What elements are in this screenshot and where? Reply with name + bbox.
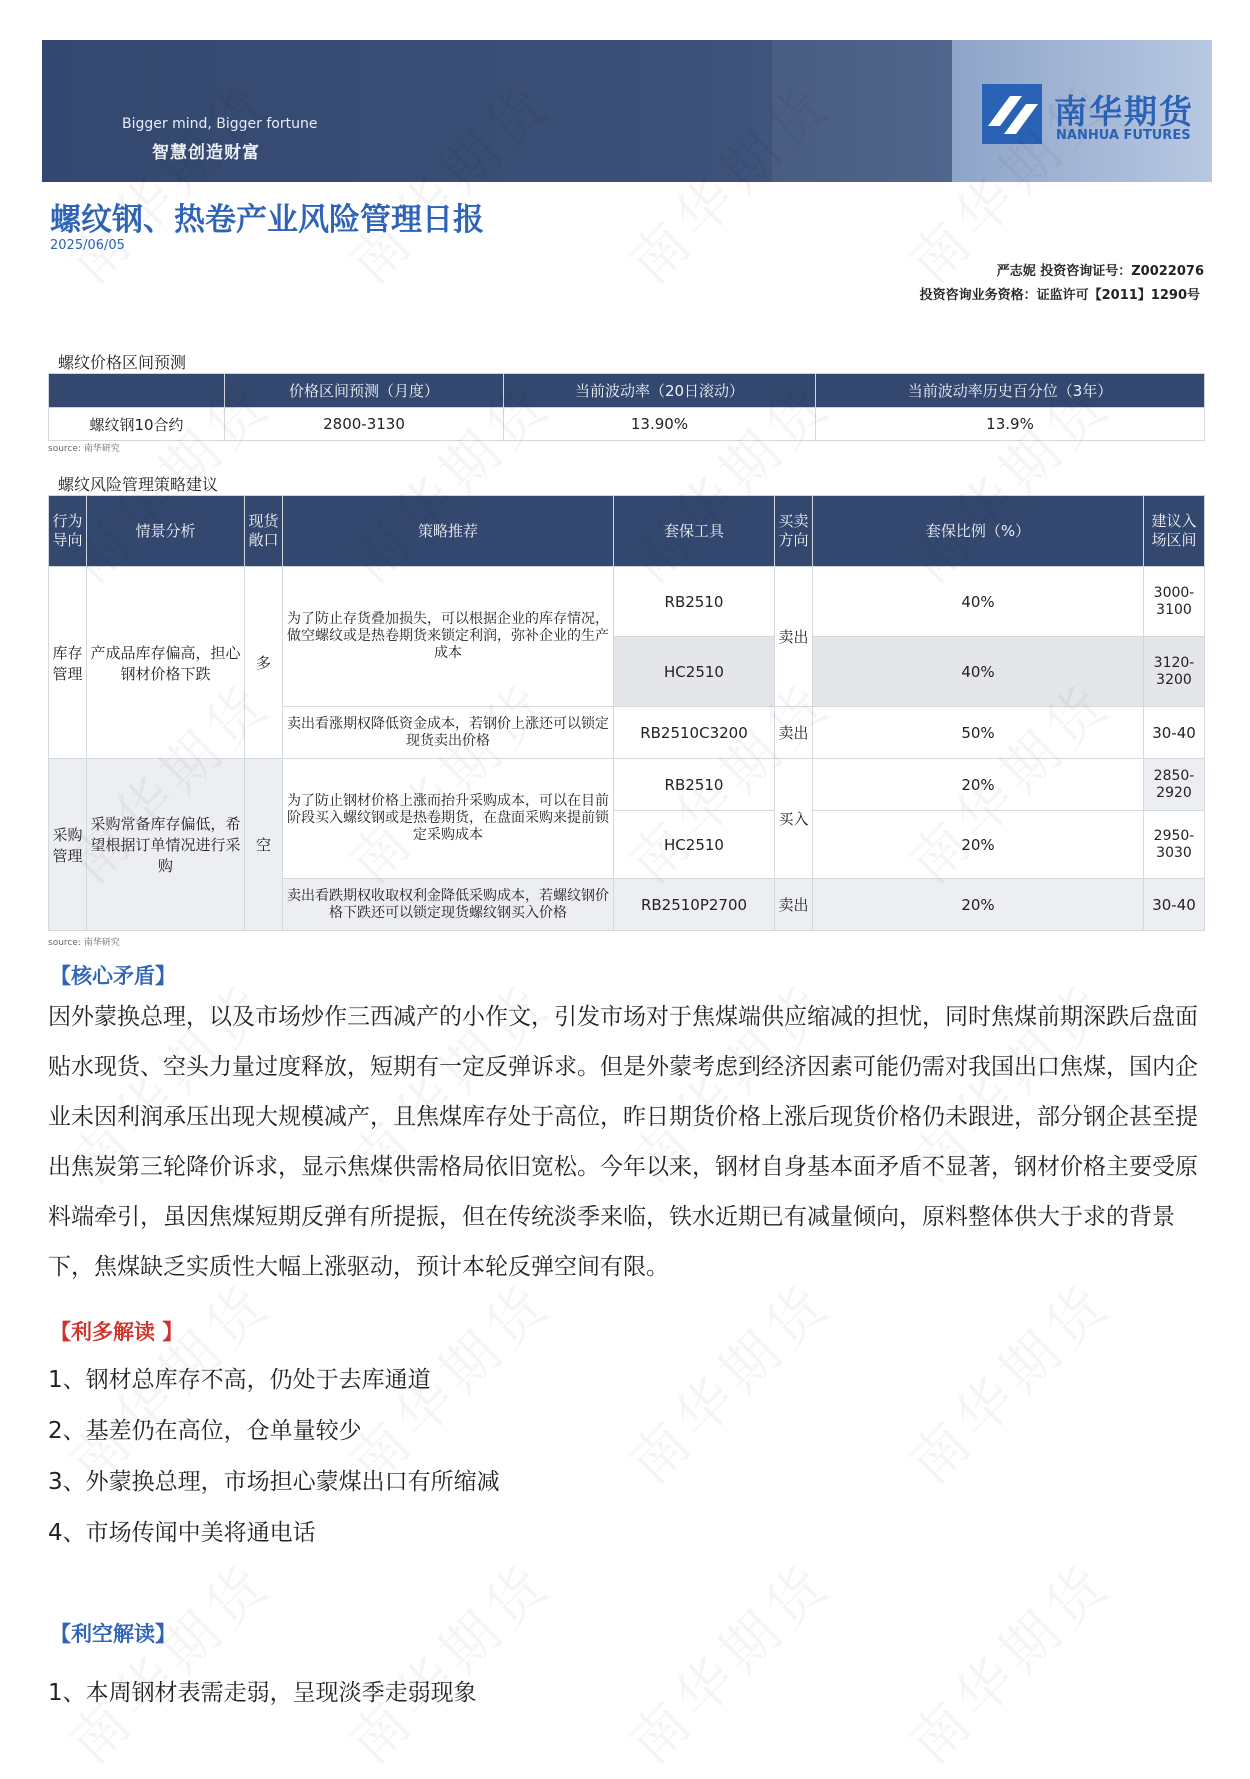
direction-cell: 卖出 (775, 879, 813, 931)
header-cell: 现货敞口 (245, 496, 283, 567)
tool-cell: RB2510C3200 (614, 707, 775, 759)
header-cell: 行为导向 (49, 496, 87, 567)
watermark (49, 1541, 287, 1779)
strategy-cell: 为了防止存货叠加损失，可以根据企业的库存情况，做空螺纹或是热卷期货来锁定利润，弥补企业的生产成本 (283, 567, 614, 707)
header-cell: 当前波动率（20日滚动） (504, 374, 816, 408)
positive-heading: 【利多解读 】 (50, 1320, 184, 1344)
direction-cell: 卖出 (775, 707, 813, 759)
tool-cell: HC2510 (614, 637, 775, 707)
direction-cell: 买入 (775, 759, 813, 879)
negative-heading: 【利空解读】 (50, 1622, 176, 1646)
price-forecast-table (48, 373, 1205, 441)
source-note: source: 南华研究 (48, 444, 120, 454)
slogan-en: Bigger mind, Bigger fortune (122, 116, 318, 132)
strategy-cell: 为了防止钢材价格上涨而抬升采购成本，可以在目前阶段买入螺纹钢或是热卷期货，在盘面采购来提前锁定采购成本 (283, 759, 614, 879)
ratio-cell: 50% (813, 707, 1144, 759)
tool-cell: RB2510 (614, 567, 775, 637)
logo-text-cn: 南华期货 (1054, 92, 1194, 131)
header-cell: 策略推荐 (283, 496, 614, 567)
range-cell: 30-40 (1144, 707, 1205, 759)
report-title: 螺纹钢、热卷产业风险管理日报 (50, 202, 484, 238)
header-cell: 套保工具 (614, 496, 775, 567)
watermark (609, 1261, 847, 1499)
scenario-cell: 产成品库存偏高，担心钢材价格下跌 (87, 567, 245, 759)
list-item: 4、市场传闻中美将通电话 (48, 1520, 316, 1546)
core-paragraph: 因外蒙换总理，以及市场炒作三西减产的小作文，引发市场对于焦煤端供应缩减的担忧，同时焦煤前期深跌后盘面贴水现货、空头力量过度释放，短期有一定反弹诉求。但是外蒙考虑到经济因素可能仍需对我国出口焦煤，国内企业未因利润承压出现大规模减产，且焦煤库存处于高位，昨日期货价格上涨后现货价格仍未跟进，部分钢企甚至提出焦炭第三轮降价诉求，显示焦煤供需格局依旧宽松。今年以来，钢材自身基本面矛盾不显著，钢材价格主要受原料端牵引，虽因焦煤短期反弹有所提振，但在传统淡季来临，铁水近期已有减量倾向，原料整体供大于求的背景下，焦煤缺乏实质性大幅上涨驱动，预计本轮反弹空间有限。 (48, 1004, 1198, 1280)
header-cell: 套保比例（%） (813, 496, 1144, 567)
ratio-cell: 20% (813, 759, 1144, 811)
header-cell: 买卖方向 (775, 496, 813, 567)
list-item: 2、基差仍在高位，仓单量较少 (48, 1418, 362, 1444)
direction-cell: 卖出 (775, 567, 813, 707)
volatility-cell: 13.90% (504, 408, 816, 441)
volatility-percentile-cell: 13.9% (816, 408, 1205, 441)
watermark (609, 1541, 847, 1779)
tool-cell: HC2510 (614, 811, 775, 879)
price-range-cell: 2800-3130 (225, 408, 504, 441)
logo-text-en: NANHUA FUTURES (1056, 128, 1191, 143)
range-cell: 3000-3100 (1144, 567, 1205, 637)
header-banner (42, 40, 1212, 182)
header-cell: 情景分析 (87, 496, 245, 567)
slogan-cn: 智慧创造财富 (152, 143, 260, 163)
ratio-cell: 40% (813, 567, 1144, 637)
behavior-cell: 采购管理 (49, 759, 87, 931)
strategy-cell: 卖出看涨期权降低资金成本，若钢价上涨还可以锁定现货卖出价格 (283, 707, 614, 759)
strategy-table (48, 495, 1205, 931)
analyst-info: 严志妮 投资咨询证号：Z0022076 (996, 264, 1204, 279)
range-cell: 2950-3030 (1144, 811, 1205, 879)
list-item: 1、本周钢材表需走弱，呈现淡季走弱现象 (48, 1680, 477, 1706)
strategy-cell: 卖出看跌期权收取权利金降低采购成本，若螺纹钢价格下跌还可以锁定现货螺纹钢买入价格 (283, 879, 614, 931)
contract-cell: 螺纹钢10合约 (49, 408, 225, 441)
table-row (49, 567, 1205, 637)
table-header-row (49, 496, 1205, 567)
banner-band (772, 40, 952, 182)
header-cell: 建议入场区间 (1144, 496, 1205, 567)
header-cell: 当前波动率历史百分位（3年） (816, 374, 1205, 408)
range-cell: 30-40 (1144, 879, 1205, 931)
strategy-table-title: 螺纹风险管理策略建议 (58, 475, 219, 494)
ratio-cell: 40% (813, 637, 1144, 707)
behavior-cell: 库存管理 (49, 567, 87, 759)
tool-cell: RB2510P2700 (614, 879, 775, 931)
watermark (329, 1541, 567, 1779)
source-note: source: 南华研究 (48, 938, 120, 948)
range-cell: 3120-3200 (1144, 637, 1205, 707)
ratio-cell: 20% (813, 811, 1144, 879)
range-cell: 2850-2920 (1144, 759, 1205, 811)
table-row (49, 759, 1205, 811)
nanhua-logo-icon (980, 82, 1044, 146)
core-heading: 【核心矛盾】 (50, 964, 176, 988)
table-row (49, 408, 1205, 441)
exposure-cell: 空 (245, 759, 283, 931)
table-header-row (49, 374, 1205, 408)
ratio-cell: 20% (813, 879, 1144, 931)
company-logo (980, 82, 1220, 154)
price-table-title: 螺纹价格区间预测 (58, 353, 187, 372)
header-cell: 价格区间预测（月度） (225, 374, 504, 408)
tool-cell: RB2510 (614, 759, 775, 811)
report-date: 2025/06/05 (50, 238, 125, 253)
scenario-cell: 采购常备库存偏低，希望根据订单情况进行采购 (87, 759, 245, 931)
watermark (889, 1541, 1127, 1779)
watermark (889, 1261, 1127, 1499)
list-item: 1、钢材总库存不高，仍处于去库通道 (48, 1367, 431, 1393)
header-cell (49, 374, 225, 408)
license-info: 投资咨询业务资格：证监许可【2011】1290号 (919, 288, 1200, 303)
exposure-cell: 多 (245, 567, 283, 759)
list-item: 3、外蒙换总理，市场担心蒙煤出口有所缩减 (48, 1469, 500, 1495)
